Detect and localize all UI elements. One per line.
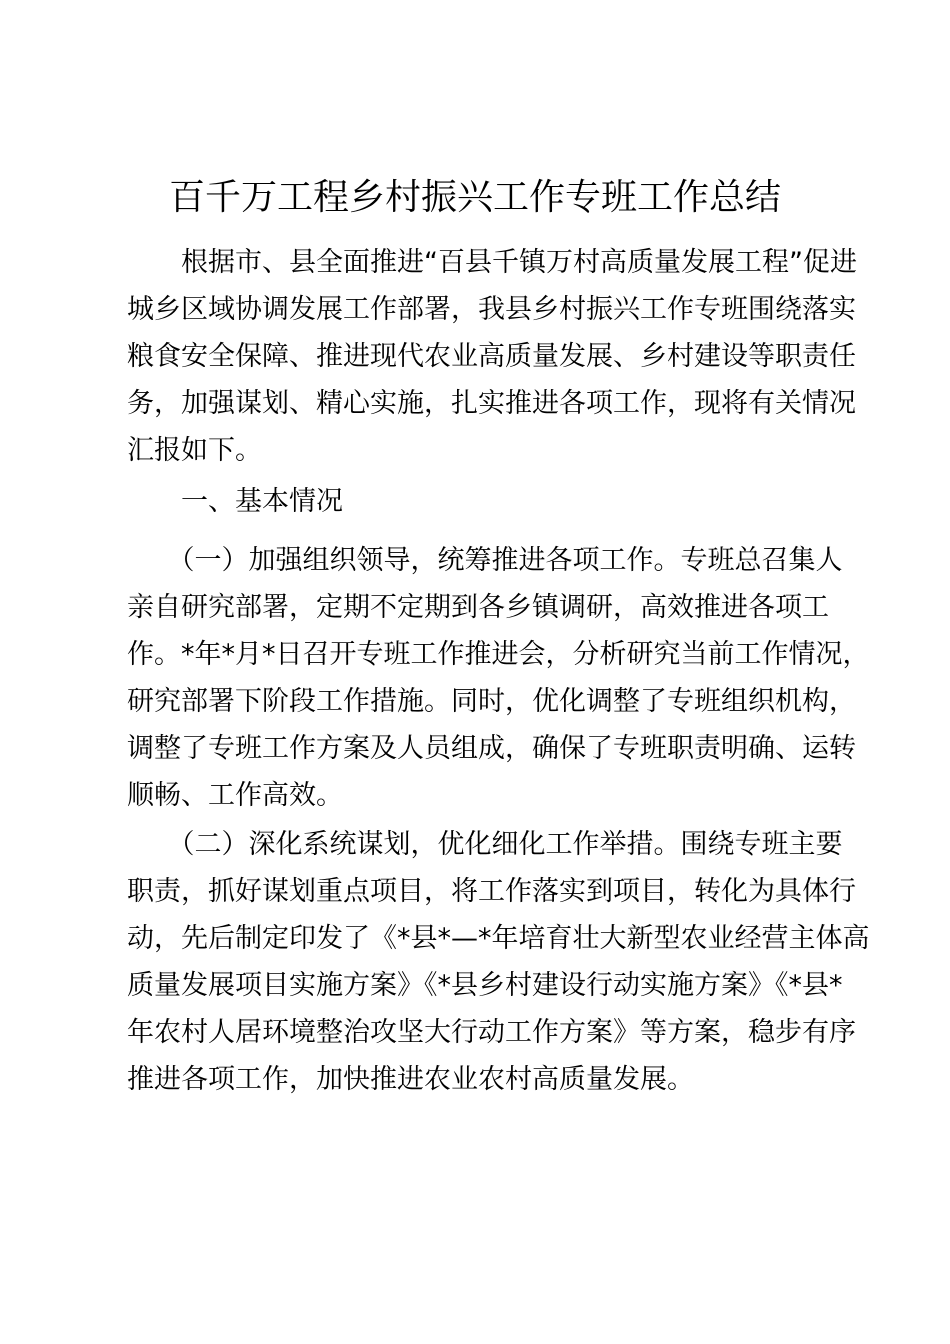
- paragraph-line: 顺畅、工作高效。: [127, 780, 343, 811]
- paragraph-line: 粮食安全保障、推进现代农业高质量发展、乡村建设等职责任: [127, 341, 856, 372]
- paragraph-line: 职责，抓好谋划重点项目，将工作落实到项目，转化为具体行: [127, 876, 856, 907]
- paragraph-line: 根据市、县全面推进“百县千镇万村高质量发展工程”促进: [127, 247, 857, 278]
- paragraph-planning: [127, 821, 870, 1103]
- paragraph-line: 年农村人居环境整治攻坚大行动工作方案》等方案，稳步有序: [127, 1017, 856, 1048]
- paragraph-organization: [127, 537, 870, 819]
- document-title: 百千万工程乡村振兴工作专班工作总结: [168, 177, 781, 218]
- section-heading-text: 一、基本情况: [127, 486, 343, 517]
- paragraph-line: 研究部署下阶段工作措施。同时，优化调整了专班组织机构，: [127, 686, 856, 717]
- paragraph-line: 城乡区域协调发展工作部署，我县乡村振兴工作专班围绕落实: [127, 294, 856, 325]
- paragraph-line: 作。*年*月*日召开专班工作推进会，分析研究当前工作情况，: [127, 639, 870, 670]
- paragraph-line: 调整了专班工作方案及人员组成，确保了专班职责明确、运转: [127, 733, 856, 764]
- paragraph-line: （一）加强组织领导，统筹推进各项工作。专班总召集人: [127, 545, 843, 576]
- paragraph-line: 质量发展项目实施方案》《*县乡村建设行动实施方案》《*县*: [127, 970, 843, 1001]
- paragraph-line: 务，加强谋划、精心实施，扎实推进各项工作，现将有关情况: [127, 388, 856, 419]
- paragraph-line: 动，先后制定印发了《*县*—*年培育壮大新型农业经营主体高: [127, 923, 870, 954]
- paragraph-line: 亲自研究部署，定期不定期到各乡镇调研，高效推进各项工: [127, 592, 829, 623]
- paragraph-line: （二）深化系统谋划，优化细化工作举措。围绕专班主要: [127, 829, 843, 860]
- section-heading: [127, 478, 839, 525]
- paragraph-intro: [127, 239, 857, 474]
- paragraph-line: 汇报如下。: [127, 435, 262, 466]
- paragraph-line: 推进各项工作，加快推进农业农村高质量发展。: [127, 1064, 694, 1095]
